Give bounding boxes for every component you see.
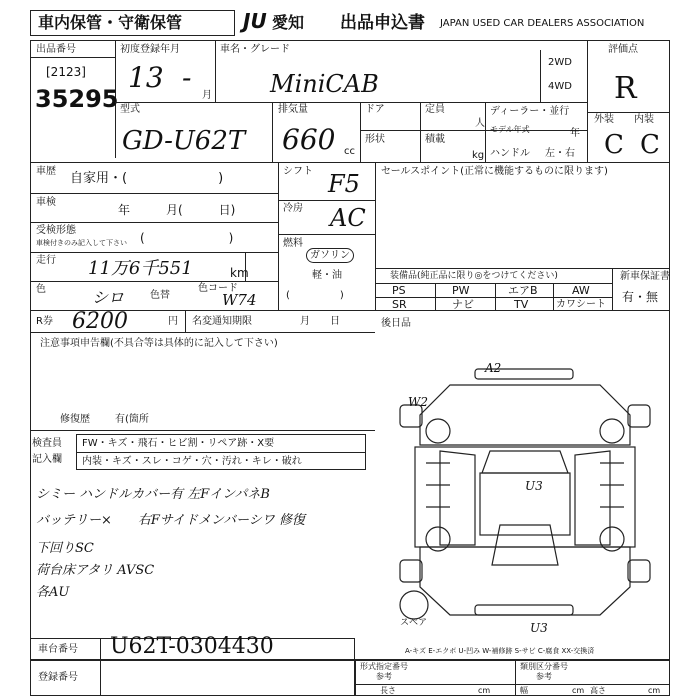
model-label: 車名・グレード [220, 44, 290, 55]
cap-unit: 人 [475, 118, 485, 129]
repair-label: 修復歴 [60, 414, 90, 425]
afterdate-label: 後日品 [381, 318, 411, 329]
int-value: C [640, 130, 660, 160]
ju-logo: JU [243, 9, 267, 33]
inspector-label2: 記入欄 [32, 454, 62, 465]
load-unit: kg [472, 150, 485, 161]
reg-month-unit: 月 [202, 90, 212, 101]
shift-label: シフト [283, 166, 313, 177]
dim-w-unit: cm [572, 686, 585, 695]
load-label: 積載 [425, 134, 445, 145]
wd2: 2WD [548, 57, 572, 68]
fuel-label: 燃料 [283, 238, 303, 249]
equip-aw: AW [572, 284, 590, 297]
shape-label: 形状 [365, 134, 385, 145]
color-code: W74 [222, 291, 257, 309]
form-label: 形式指定番号 [360, 662, 408, 671]
fuel-paren: ( ) [286, 290, 344, 301]
inspection-label: 車検 [36, 197, 56, 208]
color-label: 色 [36, 284, 46, 295]
mark-w2: W2 [408, 395, 428, 409]
warranty-value: 有・無 [622, 290, 659, 304]
mark-a2: A2 [485, 361, 502, 375]
inspector-label1: 検査員 [32, 438, 62, 449]
dealer-label: ディーラー・並行 [490, 106, 570, 117]
recycle-label: R券 [36, 316, 53, 327]
damage-legend: A-キズ E-エクボ U-凹み W-補修跡 S-サビ C-腐食 XX-交換済 [405, 647, 595, 655]
repair-value: 有(箇所 [115, 414, 149, 425]
fuel-diesel: 軽・油 [312, 270, 342, 281]
regnum-label: 登録番号 [38, 672, 78, 683]
warranty-label: 新車保証書 [620, 271, 670, 282]
grade-value: R [614, 71, 637, 106]
recv-label: 受検形態 [36, 225, 76, 236]
lot-number: 35295 [35, 85, 119, 113]
ac-value: AC [330, 204, 366, 232]
cat-label: 類別区分番号 [520, 662, 568, 671]
dim-w: 幅 [520, 686, 528, 695]
storage-label: 車内保管・守衛保管 [38, 13, 183, 32]
reg-year: 13 [128, 61, 164, 94]
year-unit: 年 [570, 128, 580, 139]
equip-airbag: エアB [508, 284, 538, 297]
reg-label: 初度登録年月 [120, 44, 180, 55]
tax-value: 月 日 [300, 316, 340, 327]
recv-value: ( ) [140, 231, 234, 245]
type-label: 型式 [120, 104, 140, 115]
mark-u3-center: U3 [525, 479, 543, 493]
mileage-label: 走行 [36, 255, 56, 266]
inspection-value: 年 月( 日) [118, 203, 236, 217]
chassis-label: 車台番号 [38, 644, 78, 655]
spare-label: スペア [400, 618, 428, 628]
equip-sr: SR [392, 298, 407, 311]
int-label: 内装 [634, 114, 654, 125]
equip-navi: ナビ [452, 298, 474, 311]
hand-note-3: 下回りSC [36, 541, 94, 556]
color-code-label: 色コード [198, 283, 238, 294]
hand-note-2: バッテリー× 右Fサイドメンバーシワ 修復 [36, 513, 305, 528]
type-value: GD-U62T [122, 126, 246, 156]
door-label: ドア [365, 104, 385, 115]
wd4: 4WD [548, 81, 572, 92]
assoc-jp: 愛知 [272, 13, 305, 32]
assoc-en: JAPAN USED CAR DEALERS ASSOCIATION [440, 18, 645, 29]
recycle-value: 6200 [72, 309, 128, 334]
reg-dash: - [182, 61, 192, 94]
hand-note-1: シミー ハンドルカバー有 左FインパネB [36, 487, 270, 502]
mileage-value: 11万6千551 [88, 258, 193, 279]
notes-label: 注意事項申告欄(不具合等は具体的に記入して下さい) [40, 338, 278, 349]
ext-value: C [604, 130, 624, 160]
disp-label: 排気量 [278, 104, 308, 115]
mileage-unit: km [230, 266, 249, 280]
ac-label: 冷房 [283, 203, 303, 214]
color-value: シロ [92, 288, 125, 307]
equip-pw: PW [452, 284, 470, 297]
fuel-gasoline: ガソリン [306, 248, 354, 263]
history-label: 車歴 [36, 166, 56, 177]
form-ref: 参考 [376, 672, 392, 681]
equip-tv: TV [514, 298, 529, 311]
sales-label: セールスポイント(正常に機能するものに限ります) [381, 166, 608, 177]
recv-note: 車検付きのみ記入して下さい [36, 239, 127, 247]
lot-label: 出品番号 [36, 44, 76, 55]
inspector-row2: 内装・キズ・スレ・コゲ・穴・汚れ・キレ・破れ [82, 456, 302, 467]
hand-note-4: 荷台床アタリ AVSC [36, 563, 155, 578]
chassis-value: U62T-0304430 [110, 634, 274, 659]
mark-u3-rear: U3 [530, 621, 548, 635]
dim-len: 長さ [380, 686, 396, 695]
recycle-unit: 円 [168, 316, 178, 327]
grade-label: 評価点 [608, 44, 638, 55]
equip-label: 装備品(純正品に限り◎をつけてください) [390, 271, 558, 281]
color-change: 色替 [150, 290, 170, 301]
disp-value: 660 [282, 123, 336, 156]
ext-label: 外装 [594, 114, 614, 125]
lot-sub: [2123] [46, 65, 86, 79]
history-value: 自家用・( ) [70, 171, 224, 186]
cap-label: 定員 [425, 104, 445, 115]
equip-ps: PS [392, 284, 406, 297]
dim-len-unit: cm [478, 686, 491, 695]
tax-label: 名変通知期限 [192, 316, 252, 327]
dim-h-unit: cm [648, 686, 661, 695]
cat-ref: 参考 [536, 672, 552, 681]
dim-h: 高さ [590, 686, 606, 695]
inspector-row1: FW・キズ・飛石・ヒビ割・リペア跡・X要 [82, 438, 275, 449]
shift-value: F5 [328, 170, 360, 198]
handle-label: ハンドル [490, 148, 530, 159]
hand-note-5: 各AU [36, 585, 70, 600]
regnum-box [30, 660, 355, 696]
model-year-label: モデル年式 [490, 125, 530, 134]
equip-seat: カワシート [556, 299, 606, 310]
model-name: MiniCAB [270, 70, 379, 98]
form-title: 出品申込書 [340, 13, 425, 33]
disp-unit: cc [344, 146, 355, 157]
lr-label: 左・右 [545, 148, 575, 159]
